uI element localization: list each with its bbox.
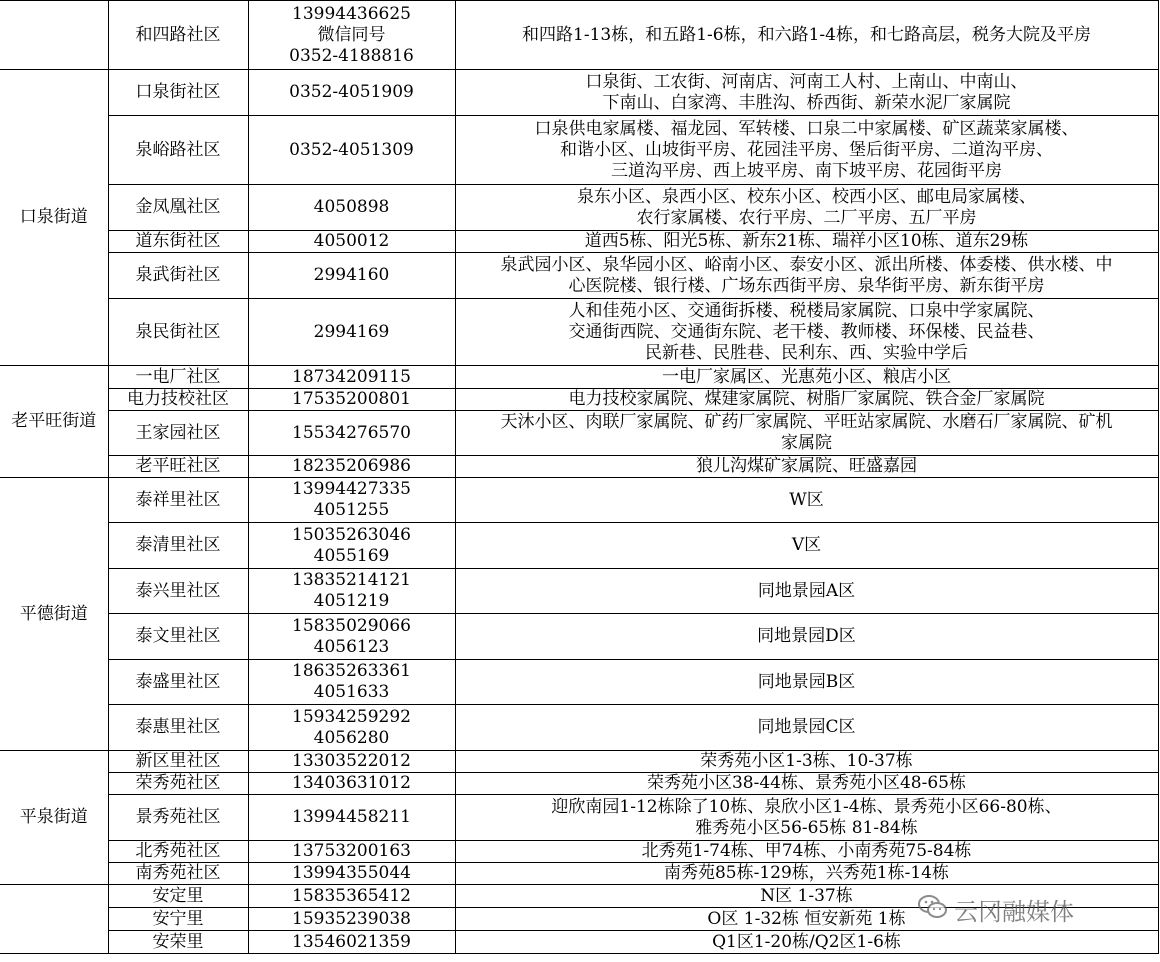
table-row (0, 1, 1158, 70)
phone-cell: 15534276570 (248, 411, 455, 456)
community-cell: 泰惠里社区 (108, 705, 248, 751)
community-cell: 泉民街社区 (108, 299, 248, 366)
table-row (0, 70, 1158, 116)
area-cell: V区 (455, 523, 1158, 569)
community-cell: 泰兴里社区 (108, 569, 248, 614)
table-row (0, 253, 1158, 299)
community-cell: 口泉街社区 (108, 70, 248, 116)
table-row (0, 523, 1158, 569)
community-cell: 泉武街社区 (108, 253, 248, 299)
area-cell: 狼儿沟煤矿家属院、旺盛嘉园 (455, 456, 1158, 478)
area-cell: 同地景园B区 (455, 660, 1158, 705)
community-cell: 泰祥里社区 (108, 478, 248, 523)
phone-cell: 13403631012 (248, 773, 455, 795)
community-cell: 泰清里社区 (108, 523, 248, 569)
area-cell: 荣秀苑小区38-44栋、景秀苑小区48-65栋 (455, 773, 1158, 795)
area-cell: 泉东小区、泉西小区、校东小区、校西小区、邮电局家属楼、 农行家属楼、农行平房、二厂平房、五厂平房 (455, 185, 1158, 231)
street-cell (0, 885, 108, 954)
street-cell: 老平旺街道 (0, 366, 108, 478)
area-cell: W区 (455, 478, 1158, 523)
table-row (0, 773, 1158, 795)
community-cell: 安定里 (108, 885, 248, 908)
phone-cell: 13994458211 (248, 795, 455, 841)
community-cell: 安荣里 (108, 931, 248, 954)
community-cell: 道东街社区 (108, 231, 248, 253)
table-row (0, 116, 1158, 185)
street-cell: 平德街道 (0, 478, 108, 751)
community-cell: 老平旺社区 (108, 456, 248, 478)
phone-cell: 15835365412 (248, 885, 455, 908)
area-cell: 一电厂家属区、光惠苑小区、粮店小区 (455, 366, 1158, 389)
phone-cell: 15835029066 4056123 (248, 614, 455, 660)
area-cell: 口泉供电家属楼、福龙园、军转楼、口泉二中家属楼、矿区蔬菜家属楼、 和谐小区、山坡街平房、花园洼平房、堡后街平房、二道沟平房、 三道沟平房、西上坡平房、南下坡平房、花园街平房 (455, 116, 1158, 185)
watermark-text: 云冈融媒体 (954, 898, 1074, 926)
table-row (0, 389, 1158, 411)
phone-cell: 13546021359 (248, 931, 455, 954)
area-cell: 同地景园A区 (455, 569, 1158, 614)
table-row (0, 185, 1158, 231)
table-row (0, 366, 1158, 389)
street-cell: 口泉街道 (0, 70, 108, 366)
area-cell: 北秀苑1-74栋、甲74栋、小南秀苑75-84栋 (455, 841, 1158, 863)
community-cell: 一电厂社区 (108, 366, 248, 389)
table-row (0, 456, 1158, 478)
phone-cell: 18635263361 4051633 (248, 660, 455, 705)
area-cell: 南秀苑85栋-129栋，兴秀苑1栋-14栋 (455, 863, 1158, 885)
community-cell: 泰文里社区 (108, 614, 248, 660)
community-cell: 金凤凰社区 (108, 185, 248, 231)
phone-cell: 13303522012 (248, 751, 455, 773)
area-cell: 荣秀苑小区1-3栋、10-37栋 (455, 751, 1158, 773)
table-row (0, 614, 1158, 660)
wechat-icon (918, 894, 954, 926)
area-cell: 电力技校家属院、煤建家属院、树脂厂家属院、铁合金厂家属院 (455, 389, 1158, 411)
community-cell: 南秀苑社区 (108, 863, 248, 885)
community-cell: 北秀苑社区 (108, 841, 248, 863)
phone-cell: 13994355044 (248, 863, 455, 885)
phone-cell: 4050012 (248, 231, 455, 253)
table-row (0, 795, 1158, 841)
area-cell: 口泉街、工农街、河南店、河南工人村、上南山、中南山、 下南山、白家湾、丰胜沟、桥西街、新荣水泥厂家属院 (455, 70, 1158, 116)
table-row (0, 299, 1158, 366)
table-row (0, 931, 1158, 954)
area-cell: N区 1-37栋 (455, 885, 1158, 908)
community-cell: 泰盛里社区 (108, 660, 248, 705)
table-row (0, 705, 1158, 751)
table-row (0, 411, 1158, 456)
community-cell: 和四路社区 (108, 1, 248, 70)
community-cell: 安宁里 (108, 908, 248, 931)
area-cell: 和四路1-13栋，和五路1-6栋，和六路1-4栋，和七路高层，税务大院及平房 (455, 1, 1158, 70)
street-cell: 平泉街道 (0, 751, 108, 885)
phone-cell: 13835214121 4051219 (248, 569, 455, 614)
phone-cell: 15035263046 4055169 (248, 523, 455, 569)
community-cell: 泉峪路社区 (108, 116, 248, 185)
phone-cell: 15935239038 (248, 908, 455, 931)
phone-cell: 15934259292 4056280 (248, 705, 455, 751)
phone-cell: 4050898 (248, 185, 455, 231)
table-row (0, 841, 1158, 863)
area-cell: 人和佳苑小区、交通街拆楼、税楼局家属院、口泉中学家属院、 交通街西院、交通街东院、老干楼、教师楼、环保楼、民益巷、 民新巷、民胜巷、民利东、西、实验中学后 (455, 299, 1158, 366)
area-cell: 天沐小区、肉联厂家属院、矿药厂家属院、平旺站家属院、水磨石厂家属院、矿机 家属院 (455, 411, 1158, 456)
community-cell: 荣秀苑社区 (108, 773, 248, 795)
area-cell: 同地景园D区 (455, 614, 1158, 660)
table-row (0, 660, 1158, 705)
area-cell: 同地景园C区 (455, 705, 1158, 751)
community-cell: 王家园社区 (108, 411, 248, 456)
table-row (0, 478, 1158, 523)
phone-cell: 2994169 (248, 299, 455, 366)
phone-cell: 18734209115 (248, 366, 455, 389)
table-row (0, 231, 1158, 253)
phone-cell: 18235206986 (248, 456, 455, 478)
phone-cell: 13753200163 (248, 841, 455, 863)
community-cell: 景秀苑社区 (108, 795, 248, 841)
phone-cell: 13994436625 微信同号 0352-4188816 (248, 1, 455, 70)
area-cell: O区 1-32栋 恒安新苑 1栋 (455, 908, 1158, 931)
community-cell: 新区里社区 (108, 751, 248, 773)
street-cell (0, 1, 108, 70)
phone-cell: 2994160 (248, 253, 455, 299)
area-cell: Q1区1-20栋/Q2区1-6栋 (455, 931, 1158, 954)
area-cell: 道西5栋、阳光5栋、新东21栋、瑞祥小区10栋、道东29栋 (455, 231, 1158, 253)
table-row (0, 863, 1158, 885)
area-cell: 迎欣南园1-12栋除了10栋、泉欣小区1-4栋、景秀苑小区66-80栋、 雅秀苑小区56-65栋 81-84栋 (455, 795, 1158, 841)
phone-cell: 0352-4051309 (248, 116, 455, 185)
phone-cell: 0352-4051909 (248, 70, 455, 116)
table-row (0, 751, 1158, 773)
community-cell: 电力技校社区 (108, 389, 248, 411)
area-cell: 泉武园小区、泉华园小区、峪南小区、泰安小区、派出所楼、体委楼、供水楼、中 心医院楼、银行楼、广场东西街平房、泉华街平房、新东街平房 (455, 253, 1158, 299)
phone-cell: 17535200801 (248, 389, 455, 411)
phone-cell: 13994427335 4051255 (248, 478, 455, 523)
table-row (0, 569, 1158, 614)
watermark (918, 892, 1074, 927)
